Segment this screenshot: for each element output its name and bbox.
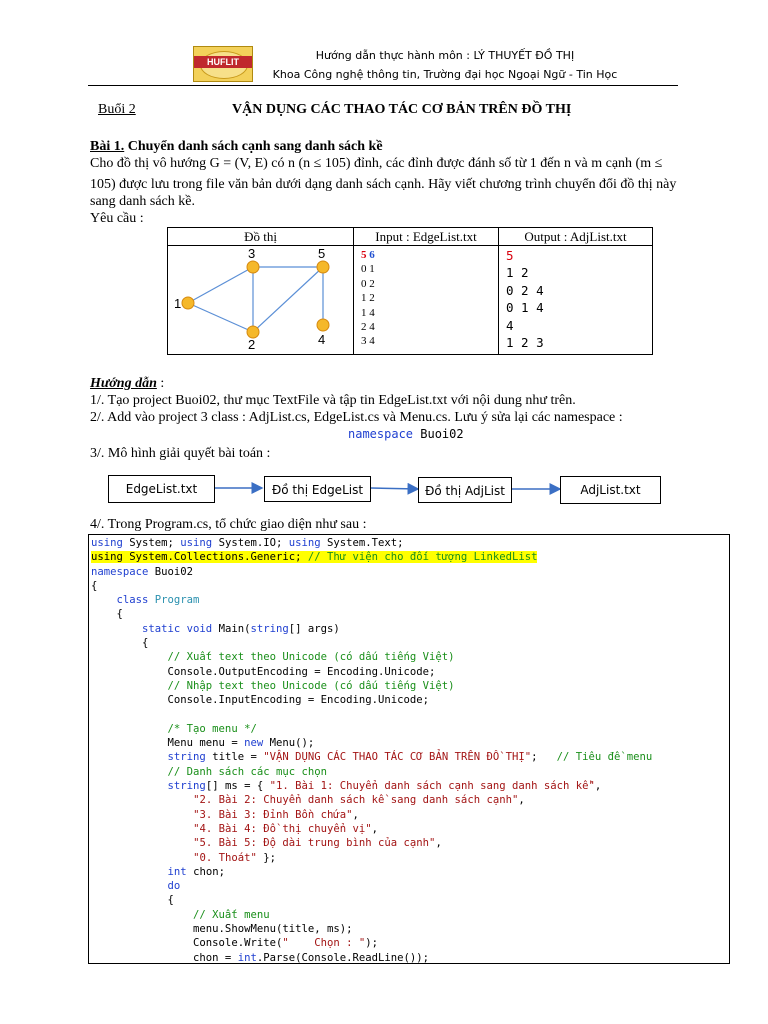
output-line: 1 2 3 — [506, 335, 544, 351]
code-line: Menu menu = new Menu(); — [91, 737, 315, 750]
guide-step-1: 1/. Tạo project Buoi02, thư mục TextFile và tập tin EdgeList.txt với nội dung như trên. — [90, 393, 576, 408]
code-line: string title = "VẬN DỤNG CÁC THAO TÁC CƠ BẢN TRÊN ĐỒ THỊ"; // Tiêu đề menu — [167, 751, 653, 764]
graph-node-5 — [317, 261, 329, 273]
guide-step-4: 4/. Trong Program.cs, tổ chức giao diện như sau : — [90, 517, 367, 532]
code-line: Console.InputEncoding = Encoding.Unicode; — [91, 694, 430, 707]
code-line: "0. Thoát" }; — [193, 851, 276, 864]
input-line: 0 1 — [361, 263, 375, 276]
code-line: menu.ShowMenu(title, ms); — [91, 923, 353, 936]
code-line: { — [91, 637, 149, 650]
output-adj-list — [506, 247, 544, 351]
code-line: Console.Write(" Chọn : "); — [91, 937, 379, 950]
code-line: { — [91, 579, 98, 592]
graph-edges — [188, 267, 323, 332]
code-line: { — [91, 608, 123, 621]
code-line: class Program — [91, 594, 200, 607]
node-label-4: 4 — [318, 332, 326, 347]
flow-box-adjlist-graph: Đồ thị AdjList — [418, 477, 512, 503]
node-label-3: 3 — [248, 246, 256, 261]
edge-1-3 — [188, 267, 253, 303]
code-line: string[] ms = { "1. Bài 1: Chuyển danh sách cạnh sang danh sách kề", — [167, 780, 602, 793]
graph-node-3 — [247, 261, 259, 273]
flow-box-adjlist-file: AdjList.txt — [560, 476, 661, 504]
exercise-para-1: Cho đồ thị vô hướng G = (V, E) có n (n ≤ 105) đỉnh, các đỉnh được đánh số từ 1 đến n và m cạnh (m ≤ — [90, 156, 663, 171]
session-label: Buổi 2 — [98, 102, 136, 117]
output-line: 1 2 — [506, 265, 529, 281]
code-line: namespace Buoi02 — [91, 565, 194, 578]
input-line: 0 2 — [361, 277, 375, 290]
exercise-title: Chuyển danh sách cạnh sang danh sách kề — [124, 139, 383, 154]
code-line — [91, 708, 729, 722]
output-line: 0 2 4 — [506, 282, 544, 298]
input-line: 1 4 — [361, 306, 375, 319]
page-header — [255, 46, 635, 84]
graph-node-1 — [182, 297, 194, 309]
header-faculty-line: Khoa Công nghệ thông tin, Trường đại học Ngoại Ngữ - Tin Học — [272, 68, 618, 81]
code-line: "3. Bài 3: Đỉnh Bồn chứa", — [193, 808, 359, 821]
exercise-para-3: sang danh sách kề. — [90, 194, 195, 209]
code-line: "5. Bài 5: Độ dài trung bình của cạnh", — [193, 837, 442, 850]
output-line: 4 — [506, 317, 514, 333]
namespace-snippet: namespace Buoi02 — [348, 427, 464, 441]
col-header-input: Input : EdgeList.txt — [375, 229, 477, 244]
table-col-divider — [498, 228, 499, 354]
code-listing — [88, 534, 730, 964]
exercise-para-2: 105) được lưu trong file văn bản dưới dạng danh sách cạnh. Hãy viết chương trình chuyển đổi đồ thị này — [90, 177, 677, 192]
code-line: // Xuất menu — [91, 908, 270, 921]
code-line: { — [91, 894, 174, 907]
node-label-2: 2 — [248, 337, 256, 352]
guide-heading: Hướng dẫn : — [90, 376, 165, 391]
requirement-label: Yêu cầu : — [90, 211, 144, 226]
exercise-number: Bài 1. — [90, 139, 125, 154]
session-title: VẬN DỤNG CÁC THAO TÁC CƠ BẢN TRÊN ĐỒ THỊ — [232, 102, 572, 117]
guide-step-3: 3/. Mô hình giải quyết bài toán : — [90, 446, 271, 461]
flow-box-edgelist-file: EdgeList.txt — [108, 475, 215, 503]
output-first-line: 5 — [506, 248, 514, 263]
input-line: 3 4 — [361, 335, 375, 348]
code-line: "4. Bài 4: Đồ thị chuyển vị", — [193, 822, 379, 835]
input-line: 2 4 — [361, 321, 375, 334]
input-line: 1 2 — [361, 292, 375, 305]
flow-arrow-2 — [371, 488, 418, 489]
col-header-graph: Đồ thị — [244, 229, 277, 244]
code-line: using System; using System.IO; using System.Text; — [91, 537, 404, 549]
code-line: // Xuất text theo Unicode (có dấu tiếng Việt) — [91, 651, 455, 664]
code-line: int chon; — [167, 865, 225, 878]
input-first-line: 5 6 — [361, 249, 375, 261]
header-course-line: Hướng dẫn thực hành môn : LÝ THUYẾT ĐỒ THỊ — [315, 49, 575, 62]
edge-2-5 — [253, 267, 323, 332]
edge-1-2 — [188, 303, 253, 332]
graph-drawing — [168, 245, 353, 355]
graph-node-4 — [317, 319, 329, 331]
code-line: do — [167, 880, 181, 893]
header-divider — [88, 85, 678, 86]
exercise-heading — [90, 138, 730, 155]
node-label-1: 1 — [174, 296, 182, 311]
node-label-5: 5 — [318, 246, 326, 261]
code-line: // Nhập text theo Unicode (có dấu tiếng Việt) — [91, 679, 455, 692]
col-header-output: Output : AdjList.txt — [524, 229, 627, 244]
code-line: static void Main(string[] args) — [91, 622, 340, 635]
code-line: using System.Collections.Generic; // Thư viện cho đối tượng LinkedList — [91, 551, 538, 564]
example-table — [167, 227, 653, 355]
code-line: Console.OutputEncoding = Encoding.Unicode; — [91, 665, 436, 678]
huflit-logo — [193, 46, 253, 82]
code-line: // Danh sách các mục chọn — [91, 765, 327, 778]
output-line: 0 1 4 — [506, 300, 544, 316]
logo-text: HUFLIT — [194, 56, 252, 68]
table-col-divider — [353, 228, 354, 354]
code-line: "2. Bài 2: Chuyển danh sách kề sang danh sách cạnh", — [193, 794, 525, 807]
input-edge-list — [361, 248, 375, 349]
code-line: /* Tạo menu */ — [91, 722, 257, 735]
guide-step-2: 2/. Add vào project 3 class : AdjList.cs, EdgeList.cs và Menu.cs. Lưu ý sửa lại các namespace : — [90, 410, 623, 425]
flow-box-edgelist-graph: Đồ thị EdgeList — [264, 476, 371, 502]
code-line: chon = int.Parse(Console.ReadLine()); — [91, 951, 430, 964]
